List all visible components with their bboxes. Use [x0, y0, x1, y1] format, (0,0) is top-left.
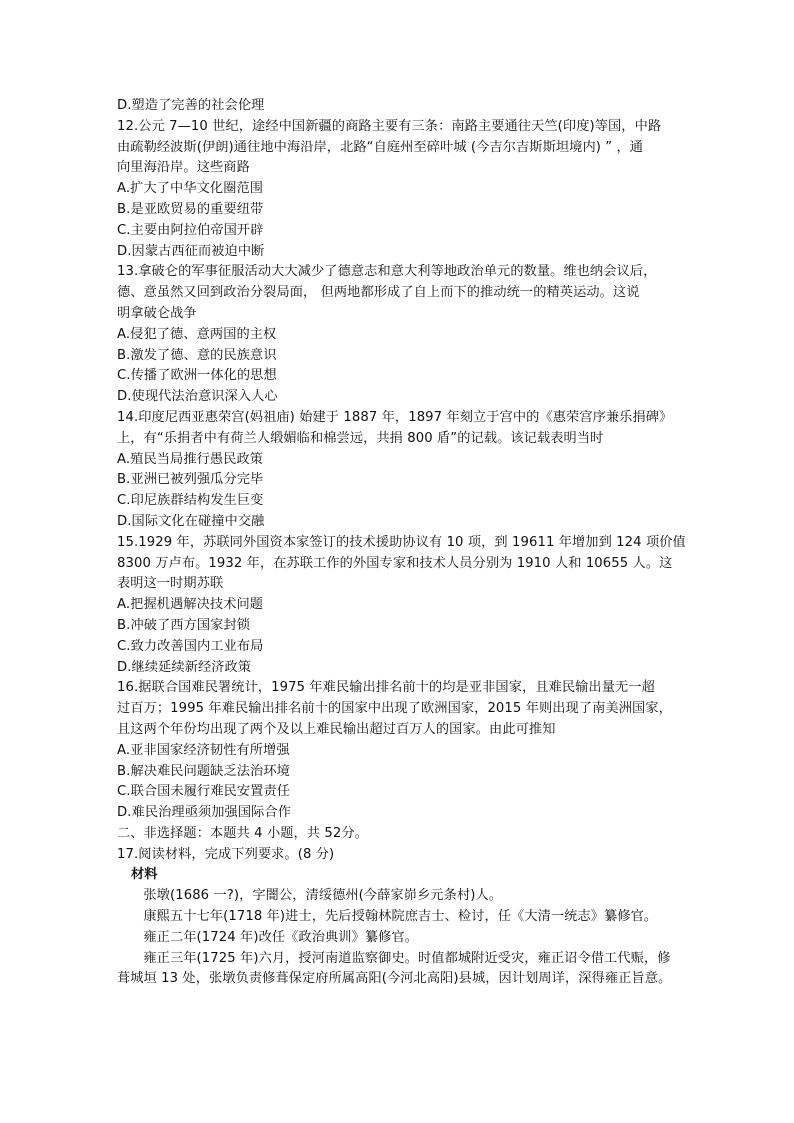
material-paragraph-1: 张墩(1686 一?)，字闇公，清绥德州(今薛家峁乡元条村)人。 [143, 888, 503, 904]
option-12-d: D.因蒙古西征而被迫中断 [117, 243, 265, 259]
option-16-b: B.解决难民问题缺乏法治环境 [117, 763, 290, 779]
option-14-d: D.国际文化在碰撞中交融 [117, 513, 265, 529]
question-17-prompt: 17.阅读材料，完成下列要求。(8 分) [117, 846, 335, 862]
option-13-d: D.使现代法治意识深入人心 [117, 389, 278, 405]
question-14-line-1: 14.印度尼西亚惠荣宫(妈祖庙) 始建于 1887 年，1897 年刻立于宫中的《惠荣宫序兼乐捐碑》 [117, 409, 673, 425]
option-16-a: A.亚非国家经济韧性有所增强 [117, 742, 290, 758]
option-16-c: C.联合国未履行难民安置责任 [117, 784, 291, 800]
option-14-c: C.印尼族群结构发生巨变 [117, 493, 264, 509]
option-16-d: D.难民治理亟须加强国际合作 [117, 805, 291, 821]
question-12-line-2: 由疏勒经波斯(伊朗)通往地中海沿岸，北路“自庭州至碎叶城 (今吉尔吉斯斯坦境内) ” ，通 [117, 139, 644, 155]
option-12-c: C.主要由阿拉伯帝国开辟 [117, 222, 264, 238]
question-13-line-1: 13.拿破仑的军事征服活动大大减少了德意志和意大利等地政治单元的数量。维也纳会议后， [117, 264, 657, 280]
question-13-line-3: 明拿破仑战争 [117, 305, 197, 321]
question-15-line-3: 表明这一时期苏联 [117, 576, 224, 592]
question-16-line-3: 且这两个年份均出现了两个及以上难民输出超过百万人的国家。由此可推知 [117, 721, 556, 737]
material-paragraph-2: 康熙五十七年(1718 年)进士，先后授翰林院庶吉士、检讨，任《大清一统志》纂修官。 [143, 909, 658, 925]
option-15-a: A.把握机遇解决技术问题 [117, 597, 264, 613]
option-14-a: A.殖民当局推行愚民政策 [117, 451, 264, 467]
question-15-line-2: 8300 万卢布。1932 年，在苏联工作的外国专家和技术人员分别为 1910 人和 10655 人。这 [117, 555, 673, 571]
question-12-line-1: 12.公元 7—10 世纪，途经中国新疆的商路主要有三条：南路主要通往天竺(印度)等国，中路 [117, 118, 662, 134]
material-paragraph-3: 雍正二年(1724 年)改任《政治典训》纂修官。 [143, 929, 419, 945]
option-15-b: B.冲破了西方国家封锁 [117, 617, 251, 633]
option-13-b: B.激发了德、意的民族意识 [117, 347, 277, 363]
option-15-d: D.继续延续新经济政策 [117, 659, 252, 675]
option-14-b: B.亚洲已被列强瓜分完毕 [117, 472, 264, 488]
question-14-line-2: 上，有“乐捐者中有荷兰人缎媚临和棉尝远，共捐 800 盾”的记载。该记载表明当时 [117, 430, 604, 446]
option-12-a: A.扩大了中华文化圈范围 [117, 181, 264, 197]
option-11-d: D.塑造了完善的社会伦理 [117, 98, 265, 113]
option-13-a: A.侵犯了德、意两国的主权 [117, 326, 277, 342]
question-12-line-3: 向里海沿岸。这些商路 [117, 160, 250, 176]
material-label: 材料 [131, 867, 158, 883]
section-heading-non-choice: 二、非选择题：本题共 4 小题，共 52分。 [117, 825, 368, 841]
exam-page [117, 96, 686, 990]
option-15-c: C.致力改善国内工业布局 [117, 638, 264, 654]
option-13-c: C.传播了欧洲一体化的思想 [117, 368, 277, 384]
option-12-b: B.是亚欧贸易的重要纽带 [117, 201, 264, 217]
question-16-line-1: 16.据联合国难民署统计，1975 年难民输出排名前十的均是亚非国家，且难民输出量无一超 [117, 680, 655, 696]
question-15-line-1: 15.1929 年，苏联同外国资本家签订的技术援助协议有 10 项，到 19611 年增加到 124 项价值 [117, 534, 686, 550]
material-paragraph-4: 雍正三年(1725 年)六月，授河南道监察御史。时值都城附近受灾，雍正诏令借工代赈，修葺城垣 13 处，张墩负责修葺保定府所属高阳(今河北高阳)县城，因计划周详，深得雍正旨意。 [117, 950, 672, 987]
question-13-line-2: 德、意虽然又回到政治分裂局面， 但两地都形成了自上而下的推动统一的精英运动。这说 [117, 285, 640, 301]
question-16-line-2: 过百万；1995 年难民输出排名前十的国家中出现了欧洲国家，2015 年则出现了南美洲国家， [117, 701, 672, 717]
